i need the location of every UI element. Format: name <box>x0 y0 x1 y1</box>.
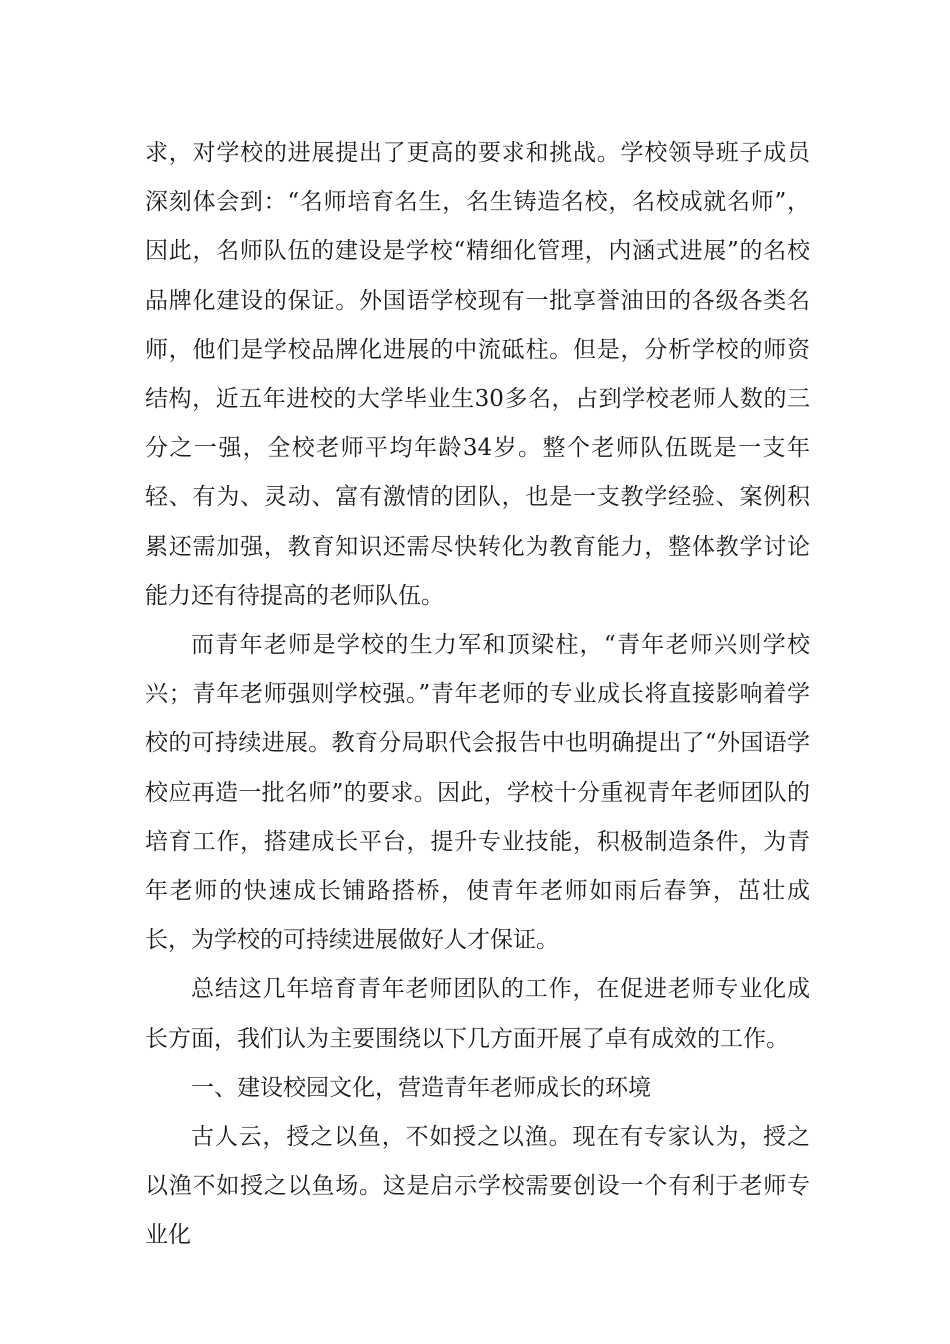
document-body <box>145 129 810 1261</box>
paragraph-summary: 总结这几年培育青年老师团队的工作，在促进老师专业化成长方面，我们认为主要围绕以下几方面开展了卓有成效的工作。 <box>145 976 810 1052</box>
paragraph-ancients-say: 古人云，授之以鱼，不如授之以渔。现在有专家认为，授之以渔不如授之以鱼场。这是启示学校需要创设一个有利于老师专业化 <box>145 1124 810 1249</box>
paragraph-continued: 求，对学校的进展提出了更高的要求和挑战。学校领导班子成员深刻体会到：“名师培育名生，名生铸造名校，名校成就名师”，因此，名师队伍的建设是学校“精细化管理，内涵式进展”的名校品牌化建设的保证。外国语学校现有一批享誉油田的各级各类名师，他们是学校品牌化进展的中流砥柱。但是，分析学校的师资结构，近五年进校的大学毕业生30多名，占到学校老师人数的三分之一强，全校老师平均年龄34岁。整个老师队伍既是一支年轻、有为、灵动、富有激情的团队，也是一支教学经验、案例积累还需加强，教育知识还需尽快转化为教育能力，整体教学讨论能力还有待提高的老师队伍。 <box>145 140 810 609</box>
section-heading-1: 一、建设校园文化，营造青年老师成长的环境 <box>191 1074 651 1101</box>
paragraph-young-teachers: 而青年老师是学校的生力军和顶梁柱，“青年老师兴则学校兴；青年老师强则学校强。”青年老师的专业成长将直接影响着学校的可持续进展。教育分局职代会报告中也明确提出了“外国语学校应再造一批名师”的要求。因此，学校十分重视青年老师团队的培育工作，搭建成长平台，提升专业技能，积极制造条件，为青年老师的快速成长铺路搭桥，使青年老师如雨后春笋，茁壮成长，为学校的可持续进展做好人才保证。 <box>145 632 810 954</box>
